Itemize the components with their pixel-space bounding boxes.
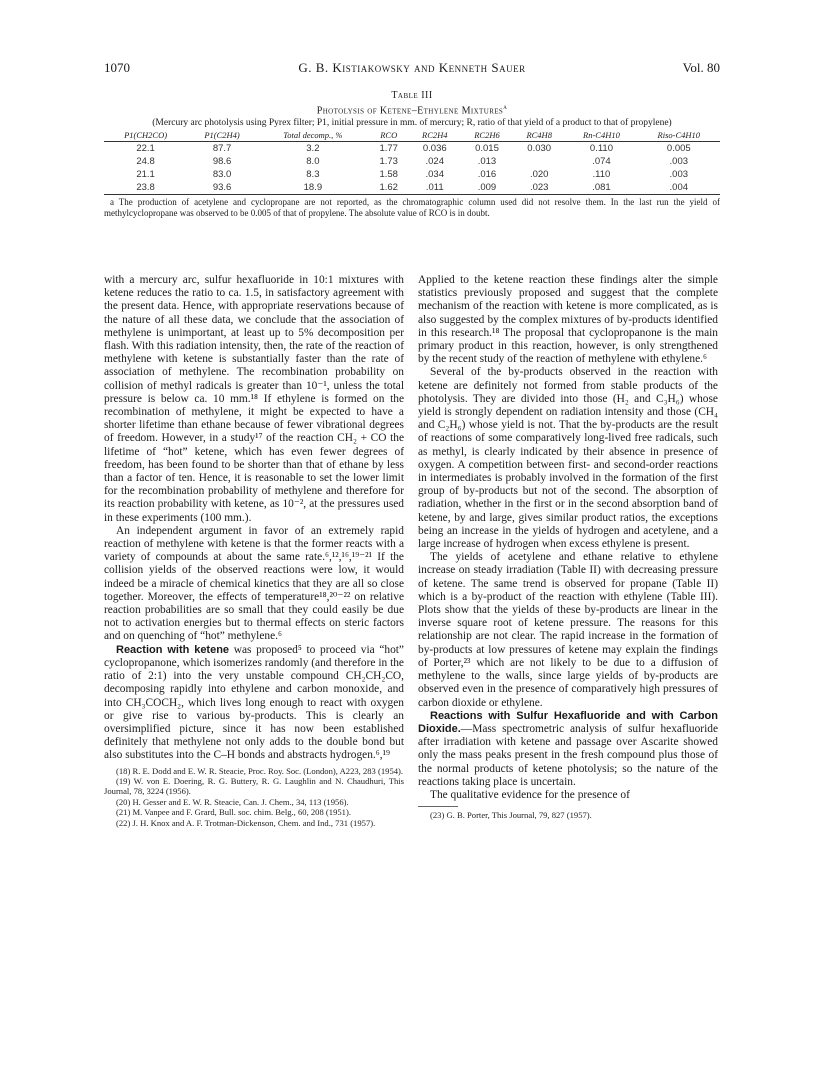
data-table — [104, 129, 720, 195]
table-cell: 1.73 — [379, 156, 398, 168]
table-cell: 8.0 — [306, 156, 320, 168]
table-cell: .004 — [638, 181, 720, 195]
table-cell: .003 — [669, 156, 689, 168]
table-cell: 0.015 — [475, 143, 499, 155]
col-header: Rn-C4H10 — [565, 129, 637, 142]
running-head-authors: G. B. Kistiakowsky and Kenneth Sauer — [298, 60, 526, 75]
table-note: (Mercury arc photolysis using Pyrex filter; P1, initial pressure in mm. of mercury; R, ratio of that yield of a product to that of propylene) — [152, 118, 672, 129]
table-cell: .034 — [425, 169, 444, 181]
table-cell: 1.62 — [369, 181, 409, 195]
col-header: RC2H4 — [409, 129, 461, 142]
paragraph-body: was proposed⁵ to proceed via “hot” cyclopropanone, which isomerizes randomly (and therefore in the ratio of 2:1) into the very unstable compound CH₂CH₂CO, decomposing rapidly into ethylene and carbon monoxide, and into CH₃COCH₂, which lives long enough to react with oxygen or give rise to various by-products. This is clearly an oversimplified picture, since it has now been established definitely that methylene not only adds to the double bond but also substitutes into the C–H bonds and abstracts hydrogen.⁶,¹⁹ — [104, 643, 404, 762]
volume-label: Vol. 80 — [682, 60, 720, 75]
table-cell: .024 — [425, 156, 444, 168]
paragraph: An independent argument in favor of an extremely rapid reaction of methylene with ketene is that the former reacts with a variety of compounds at about the same rate.⁶,¹²,¹⁶,¹⁹⁻²¹ If the collision yields of the observed reactions were low, it would indeed be a miracle of chemical kinetics that they are all so close together. Moreover, the effects of temperature¹⁸,²⁰⁻²² on relative reaction probabilities are so small that they could easily be due not to activation energies but to thermal effects on steric factors and on quenching of “hot” methylene.⁶ — [104, 524, 404, 643]
col-header: RCO — [369, 129, 409, 142]
col-header: Riso-C4H10 — [638, 129, 720, 142]
table-row — [104, 142, 720, 156]
table-cell: 83.0 — [212, 169, 232, 181]
table-iii — [104, 90, 720, 218]
col-header: P1(C2H4) — [187, 129, 257, 142]
paragraph: The yields of acetylene and ethane relative to ethylene increase on steady irradiation (Table II) with decreasing pressure of ketene. The same trend is observed for propane (Table II) which is a by-product of the reaction with ethylene (Table III). Plots show that the yields of these by-products are linear in the inverse square root of ketene pressure. The reasons for this relationship are not clear. The rapid increase in the formation of by-products at low pressures of ketene may explain the findings of Porter,²³ which are not likely to be due to a diffusion of methylene to the walls, since large yields of by-products are observed even in the presence of comparatively high pressures of carbon dioxide or ethylene. — [418, 551, 718, 709]
table-cell: 21.1 — [136, 169, 155, 181]
table-cell: .020 — [529, 169, 549, 181]
table-header-row — [104, 129, 720, 142]
table-cell: 1.58 — [379, 169, 398, 181]
table-cell: 0.110 — [589, 143, 613, 155]
table-cell: .003 — [669, 169, 689, 181]
table-cell: .016 — [477, 169, 497, 181]
footnote-references — [104, 766, 404, 828]
table-cell: .023 — [513, 181, 565, 195]
table-row — [104, 168, 720, 181]
table-row — [104, 155, 720, 168]
table-cell: 0.036 — [422, 143, 447, 155]
paragraph: Several of the by-products observed in the reaction with ketene are definitely not formed from stable products of the photolysis. They are divided into those (H₂ and C₃H₆) whose yield is strongly dependent on radiation intensity and those (CH₄ and C₂H₆) whose yield is not. That the by-products are the result of reactions of some comparatively long-lived free radicals, such as methyl, is clearly indicated by their absence in presence of oxygen. A competition between first- and second-order reactions in intermediates is probably involved in the formation of the first group of by-products but not of the second. The absorption of radiation, whether in the first or in the second absorption band of ketene, by and large, gives similar product ratios, the exceptions being an increase in the yields of hydrogen and acetylene, and a large increase of hydrogen when excess ethylene is present. — [418, 366, 718, 551]
col-header: RC2H6 — [461, 129, 513, 142]
left-column — [104, 274, 404, 828]
table-subtitle-mark: a — [503, 103, 508, 111]
table-cell: 98.6 — [212, 156, 232, 168]
table-cell: .013 — [477, 156, 497, 168]
table-cell: 3.2 — [306, 143, 320, 155]
table-title: Table III — [391, 90, 433, 101]
table-cell: 93.6 — [187, 181, 257, 195]
table-cell — [513, 155, 565, 168]
reference: (18) R. E. Dodd and E. W. R. Steacie, Proc. Roy. Soc. (London), A223, 283 (1954). — [116, 765, 404, 776]
running-head — [104, 60, 720, 78]
reference: (22) J. H. Knox and A. F. Trotman-Dickenson, Chem. and Ind., 731 (1957). — [116, 817, 376, 828]
paragraph-body: —Mass spectrometric analysis of sulfur hexafluoride after irradiation with ketene and passage over Ascarite showed only the mass peaks present in the fresh compound plus those of the normal products of ketene photolysis; so the nature of the reactions taking place is uncertain. — [418, 722, 718, 788]
table-cell: .011 — [409, 181, 461, 195]
col-header: Total decomp., % — [257, 129, 369, 142]
reference: (21) M. Vanpee and F. Grard, Bull. soc. chim. Belg., 60, 208 (1951). — [116, 807, 351, 818]
table-cell: 87.7 — [212, 143, 232, 155]
footnote-rule — [418, 806, 458, 807]
table-cell: 0.030 — [527, 143, 552, 155]
table-cell: 1.77 — [379, 143, 398, 155]
page-number: 1070 — [104, 60, 130, 75]
reference: (19) W. von E. Doering, R. G. Buttery, R. G. Laughlin and N. Chaudhuri, This Journal, 78, 3224 (1956). — [104, 775, 404, 797]
paragraph: The qualitative evidence for the presence of — [430, 788, 630, 801]
table-cell: 24.8 — [136, 156, 155, 168]
table-subtitle: Photolysis of Ketene–Ethylene Mixtures$^a$ — [316, 103, 508, 117]
table-cell: 0.005 — [666, 143, 691, 155]
right-column — [418, 274, 718, 821]
section-heading: Reactions with Sulfur Hexafluoride and with Carbon Dioxide. — [418, 709, 718, 735]
paragraph: with a mercury arc, sulfur hexafluoride in 10:1 mixtures with ketene reduces the ratio to ca. 1.5, in satisfactory agreement with the present data. Hence, with appropriate reservations because of the nature of all these data, we conclude that the association of methylene is unimportant, at least up to 5% decomposition per flash. With this radiation intensity, then, the rate of the reaction of methylene with ketene is substantially faster than the rate of association of methylene. The recombination probability on collision of methyl radicals is greater than 10⁻¹, unless the total pressure is below ca. 10 mm.¹⁸ If ethylene is formed on the recombination of methylene, it might be expected to have a shorter lifetime than ethane because of fewer vibrational degrees of freedom. However, in a study¹⁷ of the reaction CH₂ + CO the lifetime of “hot” ketene, which has even fewer degrees of freedom, has been found to be shorter than that of ethane by less than a factor of ten. Hence, it is reasonable to set the lower limit for the recombination probability of methylene and therefore for its reaction probability with ketene, as 10⁻², at the pressures used in these experiments (100 mm.). — [104, 274, 404, 524]
paragraph — [104, 644, 404, 763]
paragraph — [418, 710, 718, 789]
table-cell: 8.3 — [306, 169, 320, 181]
reference: (20) H. Gesser and E. W. R. Steacie, Can. J. Chem., 34, 113 (1956). — [116, 796, 349, 807]
table-cell: .110 — [592, 169, 611, 181]
table-row — [104, 181, 720, 195]
col-header: P1(CH2CO) — [104, 129, 187, 142]
table-cell: .009 — [461, 181, 513, 195]
table-cell: 23.8 — [104, 181, 187, 195]
run-in-heading: Reaction with ketene — [116, 643, 230, 656]
table-cell: .074 — [592, 156, 611, 168]
table-cell: 18.9 — [257, 181, 369, 195]
table-cell: .081 — [565, 181, 637, 195]
col-header: RC4H8 — [513, 129, 565, 142]
reference: (23) G. B. Porter, This Journal, 79, 827 (1957). — [430, 810, 592, 821]
paragraph: Applied to the ketene reaction these findings alter the simple statistics previously proposed and suggest that the complete mechanism of the reaction with ketene is more complicated, as is also suggested by the complex mixtures of by-products identified in this research.¹⁸ The proposal that cyclopropanone is the main primary product in this reaction, however, is only strengthened by the recent study of the reaction of methylene with ethylene.⁶ — [418, 274, 718, 366]
footnote-references — [418, 810, 718, 820]
table-cell: 22.1 — [136, 143, 155, 155]
table-footnote: a The production of acetylene and cyclopropane are not reported, as the chromatographic column used did not resolve them. In the last run the yield of methylcyclopropane was observed to be 0.005 of that of propylene. The absolute value of RCO is in doubt. — [104, 197, 720, 218]
